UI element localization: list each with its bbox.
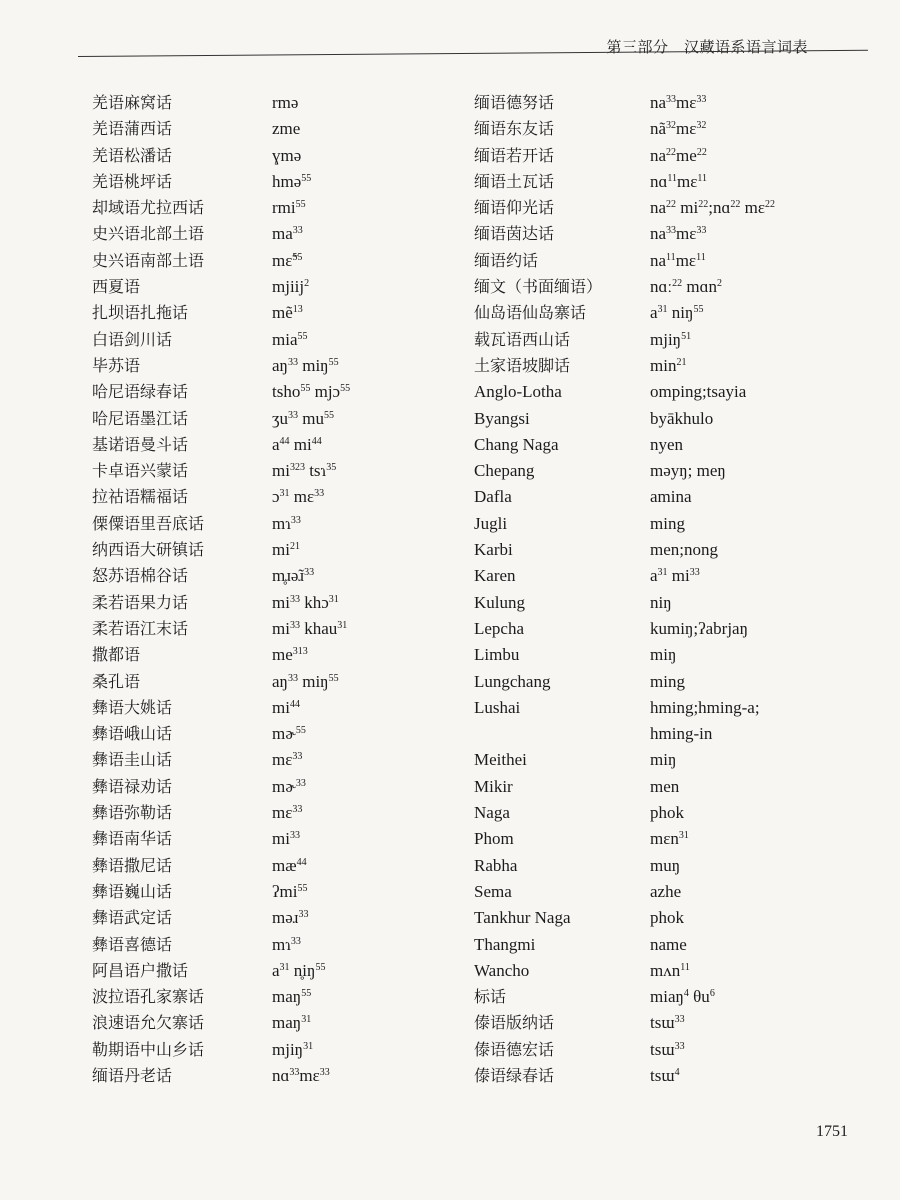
- language-name: 仙岛语仙岛寨话: [474, 303, 587, 323]
- entry-row: [474, 747, 854, 773]
- word-form: $na^{33}mɛ^{33}$: [650, 93, 707, 112]
- language-name: 羌语桃坪话: [92, 171, 173, 191]
- entry-row: [92, 274, 472, 300]
- entry-row: [474, 563, 854, 589]
- entry-row: [474, 721, 854, 747]
- entry-row: [92, 853, 472, 879]
- entry-row: [474, 879, 854, 905]
- language-name: 缅语土瓦话: [474, 171, 555, 191]
- entry-row: [474, 143, 854, 169]
- language-name: Anglo-Lotha: [474, 382, 562, 402]
- language-name: 彝语喜德话: [92, 934, 173, 954]
- word-form: mɛn$^{31}$: [650, 829, 689, 849]
- language-name: 却域语尤拉西话: [92, 198, 205, 218]
- entry-row: [474, 669, 854, 695]
- language-name: 土家语坡脚话: [474, 355, 571, 375]
- entry-row: [92, 379, 472, 405]
- entry-row: [92, 984, 472, 1010]
- word-form: $mi^{44}$: [272, 697, 300, 717]
- language-name: 彝语南华话: [92, 829, 173, 849]
- entry-row: [474, 590, 854, 616]
- language-name: Wancho: [474, 960, 530, 980]
- entry-row: [92, 511, 472, 537]
- language-name: 傣语版纳话: [474, 1013, 555, 1033]
- entry-row: [474, 406, 854, 432]
- language-name: 哈尼语墨江话: [92, 408, 189, 428]
- entry-row: [92, 353, 472, 379]
- entry-row: [92, 905, 472, 931]
- word-form: məyŋ; meŋ: [650, 461, 726, 481]
- word-form: ɔ$^{31}$ mɛ$^{33}$: [272, 487, 325, 507]
- entry-row: [474, 458, 854, 484]
- entry-row: [474, 853, 854, 879]
- word-form: men;nong: [650, 540, 718, 560]
- entry-row: [474, 1037, 854, 1063]
- entry-row: [92, 826, 472, 852]
- entry-row: [474, 300, 854, 326]
- entry-row: [474, 695, 854, 721]
- word-form: miŋ: [650, 645, 677, 665]
- word-form: niŋ: [650, 592, 672, 612]
- word-form: mẽ$^{13}$: [272, 303, 303, 323]
- language-name: Lepcha: [474, 618, 525, 638]
- entry-row: [474, 169, 854, 195]
- word-form: $a^{31}$ niŋ$^{55}$: [650, 303, 704, 323]
- language-name: Naga: [474, 803, 510, 823]
- word-form: tsɯ$^4$: [650, 1065, 680, 1085]
- language-name: Chepang: [474, 461, 535, 481]
- language-name: 史兴语北部土语: [92, 224, 205, 244]
- entry-row: [92, 590, 472, 616]
- entry-row: [92, 221, 472, 247]
- word-form: $\min^{21}$: [650, 355, 687, 375]
- language-name: 彝语武定话: [92, 908, 173, 928]
- word-form: mjiŋ$^{31}$: [272, 1039, 314, 1059]
- word-form: ɣmə: [272, 145, 302, 165]
- word-form: $na^{33}mɛ^{33}$: [650, 224, 707, 244]
- language-name: 缅语东友话: [474, 119, 555, 139]
- language-name: Kulung: [474, 592, 525, 612]
- word-form: $na^{22}me^{22}$: [650, 145, 707, 165]
- word-form: mjiij$^2$: [272, 277, 310, 297]
- language-name: 羌语松潘话: [92, 145, 173, 165]
- word-form: $a^{31}$ $mi^{33}$: [650, 566, 700, 586]
- entry-row: [474, 826, 854, 852]
- word-form: muŋ: [650, 855, 681, 875]
- entry-row: [474, 774, 854, 800]
- language-name: Sema: [474, 881, 512, 901]
- entry-row: [474, 984, 854, 1010]
- entry-row: [474, 958, 854, 984]
- word-form: tsɯ$^{33}$: [650, 1039, 685, 1059]
- word-form: kumiŋ;ʔabrjaŋ: [650, 618, 749, 638]
- entry-row: [474, 379, 854, 405]
- word-form: $mæ^{44}$: [272, 855, 307, 875]
- language-name: 缅语德努话: [474, 93, 555, 112]
- word-form: maŋ$^{31}$: [272, 1013, 312, 1033]
- language-name: Meithei: [474, 750, 527, 770]
- word-form: phok: [650, 803, 684, 823]
- language-name: 傈僳语里吾底话: [92, 513, 205, 533]
- word-form: rmi$^{55}$: [272, 198, 306, 218]
- language-name: 彝语峨山话: [92, 724, 173, 744]
- word-form: $aŋ^{33}$ miŋ$^{55}$: [272, 355, 339, 375]
- word-form: $mi^{323}$ tsɿ$^{35}$: [272, 461, 337, 481]
- language-name: 羌语麻窝话: [92, 93, 173, 112]
- word-form: mɿ$^{33}$: [272, 513, 301, 533]
- language-name: Thangmi: [474, 934, 536, 954]
- word-form: $aŋ^{33}$ miŋ$^{55}$: [272, 671, 339, 691]
- entry-row: [474, 274, 854, 300]
- word-form: tsɯ$^{33}$: [650, 1013, 685, 1033]
- word-form: mɿ$^{33}$: [272, 934, 301, 954]
- word-form: m̥ɹə̃ɹ$^{33}$: [272, 566, 315, 586]
- language-name: 浪速语允欠寨话: [92, 1013, 205, 1033]
- word-form: ʒu$^{33}$ $mu^{55}$: [272, 408, 335, 428]
- entry-row: [92, 563, 472, 589]
- language-name: 波拉语孔家寨话: [92, 987, 205, 1007]
- word-form: tsho$^{55}$ mjɔ$^{55}$: [272, 382, 351, 402]
- language-name: 傣语德宏话: [474, 1039, 555, 1059]
- word-form: zme: [272, 119, 301, 139]
- left-column: [92, 90, 472, 1089]
- language-name: 彝语禄劝话: [92, 776, 173, 796]
- language-name: 桑孔语: [92, 671, 141, 691]
- word-form: miaŋ$^4$ $\theta u^6$: [650, 987, 715, 1007]
- entry-row: [92, 169, 472, 195]
- language-name: Byangsi: [474, 408, 530, 428]
- language-name: 彝语撒尼话: [92, 855, 173, 875]
- entry-row: [474, 432, 854, 458]
- language-name: 柔若语江末话: [92, 618, 189, 638]
- entry-row: [92, 747, 472, 773]
- entry-row: [92, 1063, 472, 1089]
- word-form: rmə: [272, 93, 299, 112]
- word-form: ʔmi$^{55}$: [272, 881, 308, 901]
- page-header: [0, 0, 900, 62]
- entry-row: [474, 616, 854, 642]
- word-form: maŋ$^{55}$: [272, 987, 312, 1007]
- entry-row: [474, 905, 854, 931]
- word-form: nɑ$^{33}$mɛ$^{33}$: [272, 1065, 330, 1085]
- word-form: mɛ$^{33}$: [272, 750, 303, 770]
- language-name: 缅语若开话: [474, 145, 555, 165]
- entry-row: [474, 195, 854, 221]
- language-name: 彝语圭山话: [92, 750, 173, 770]
- entry-row: [92, 116, 472, 142]
- entry-row: [92, 143, 472, 169]
- entry-row: [92, 800, 472, 826]
- word-form: mɚ$^{55}$: [272, 724, 306, 744]
- word-form: $mi^{33}$: [272, 829, 300, 849]
- word-form: ming: [650, 513, 685, 533]
- entry-row: [474, 327, 854, 353]
- entry-row: [92, 248, 472, 274]
- entry-row: [92, 484, 472, 510]
- language-name: 缅语茵达话: [474, 224, 555, 244]
- language-name: 羌语蒲西话: [92, 119, 173, 139]
- word-form: $ma^{33}$: [272, 224, 303, 244]
- language-name: 彝语弥勒话: [92, 803, 173, 823]
- word-form: mɚ$^{33}$: [272, 776, 306, 796]
- entry-row: [92, 1010, 472, 1036]
- word-form: name: [650, 934, 687, 954]
- word-form: $mi^{21}$: [272, 540, 300, 560]
- entry-row: [92, 458, 472, 484]
- language-name: 史兴语南部土语: [92, 250, 205, 270]
- entry-row: [474, 511, 854, 537]
- entry-row: [474, 537, 854, 563]
- language-name: 纳西语大研镇话: [92, 540, 205, 560]
- language-name: 傣语绿春话: [474, 1065, 555, 1085]
- language-name: 缅文（书面缅语）: [474, 277, 603, 297]
- language-name: Rabha: [474, 855, 518, 875]
- entry-row: [92, 642, 472, 668]
- word-form: azhe: [650, 881, 682, 901]
- entry-row: [92, 721, 472, 747]
- language-name: 毕苏语: [92, 355, 141, 375]
- entry-row: [92, 537, 472, 563]
- word-form: $a^{31}$ $n̥iŋ^{55}$: [272, 960, 326, 980]
- word-form: $mi^{33}$ khɔ$^{31}$: [272, 592, 339, 612]
- entry-row: [92, 300, 472, 326]
- language-name: 怒苏语棉谷话: [92, 566, 189, 586]
- entry-row: [92, 616, 472, 642]
- language-name: 标话: [474, 987, 507, 1007]
- word-form: mɛ$^{33}$: [272, 803, 303, 823]
- entry-row: [92, 932, 472, 958]
- entry-row: [474, 800, 854, 826]
- word-form: men: [650, 776, 680, 796]
- word-form: $na^{11}mɛ^{11}$: [650, 250, 706, 270]
- language-name: Chang Naga: [474, 434, 559, 454]
- entry-row: [474, 1010, 854, 1036]
- word-form: $nã^{32}mɛ^{32}$: [650, 119, 707, 139]
- language-name: Mikir: [474, 776, 513, 796]
- language-name: 柔若语果力话: [92, 592, 189, 612]
- entry-row: [474, 932, 854, 958]
- entry-row: [474, 353, 854, 379]
- entry-row: [92, 879, 472, 905]
- word-form: amina: [650, 487, 692, 507]
- language-name: 载瓦语西山话: [474, 329, 571, 349]
- word-form: $me^{313}$: [272, 645, 308, 665]
- language-name: Phom: [474, 829, 514, 849]
- word-form: nɑː$^{22}$ mɑn$^2$: [650, 277, 722, 297]
- language-name: Dafla: [474, 487, 512, 507]
- language-name: 扎坝语扎拖话: [92, 303, 189, 323]
- entry-row: [92, 1037, 472, 1063]
- word-form: $mi^{33}$ khau$^{31}$: [272, 618, 348, 638]
- language-name: Lushai: [474, 697, 521, 717]
- word-form: hming-in: [650, 724, 713, 744]
- language-name: 撒都语: [92, 645, 141, 665]
- word-form: ming: [650, 671, 685, 691]
- entry-row: [474, 484, 854, 510]
- entry-row: [92, 669, 472, 695]
- language-name: 阿昌语户撒话: [92, 960, 189, 980]
- section-title: 第三部分 汉藏语系语言词表: [606, 38, 808, 56]
- entry-row: [474, 221, 854, 247]
- right-column: [474, 90, 854, 1089]
- language-name: 彝语大姚话: [92, 697, 173, 717]
- entry-row: [474, 90, 854, 116]
- entry-row: [474, 1063, 854, 1089]
- entry-row: [92, 774, 472, 800]
- word-form: phok: [650, 908, 684, 928]
- language-name: 基诺语曼斗话: [92, 434, 189, 454]
- word-form: mʌn$^{11}$: [650, 960, 690, 980]
- language-name: Karen: [474, 566, 516, 586]
- entry-row: [474, 116, 854, 142]
- language-name: 西夏语: [92, 277, 141, 297]
- word-form: miŋ: [650, 750, 677, 770]
- word-form: hmə$^{55}$: [272, 171, 312, 191]
- language-name: 缅语仰光话: [474, 198, 555, 218]
- word-form: nyen: [650, 434, 684, 454]
- language-name: 哈尼语绿春话: [92, 382, 189, 402]
- language-name: Karbi: [474, 540, 513, 560]
- word-form: hming;hming-a;: [650, 697, 760, 717]
- page-number: 1751: [816, 1123, 848, 1140]
- language-name: 拉祜语糯福话: [92, 487, 189, 507]
- entry-row: [92, 958, 472, 984]
- word-form: mɛ̃$^{55}$: [272, 250, 303, 270]
- word-form: məɹ$^{33}$: [272, 908, 309, 928]
- language-name: Limbu: [474, 645, 520, 665]
- entry-row: [92, 327, 472, 353]
- word-form: mjiŋ$^{51}$: [650, 329, 692, 349]
- word-form: $a^{44}$ $mi^{44}$: [272, 434, 322, 454]
- language-name: Lungchang: [474, 671, 551, 691]
- language-name: 缅语约话: [474, 250, 539, 270]
- language-name: 彝语巍山话: [92, 881, 173, 901]
- entry-row: [92, 695, 472, 721]
- word-form: omping;tsayia: [650, 382, 747, 402]
- entry-row: [474, 642, 854, 668]
- word-form: byākhulo: [650, 408, 714, 428]
- entry-row: [474, 248, 854, 274]
- entry-row: [92, 90, 472, 116]
- language-name: Jugli: [474, 513, 508, 533]
- word-form: mia$^{55}$: [272, 329, 308, 349]
- entry-row: [92, 195, 472, 221]
- language-name: 缅语丹老话: [92, 1065, 173, 1085]
- word-form: $na^{22}$ $mi^{22};nɑ^{22}$ mɛ$^{22}$: [650, 198, 775, 218]
- entry-row: [92, 406, 472, 432]
- entry-row: [92, 432, 472, 458]
- language-name: 白语剑川话: [92, 329, 173, 349]
- language-name: Tankhur Naga: [474, 908, 571, 928]
- word-form: nɑ$^{11}$mɛ$^{11}$: [650, 171, 708, 191]
- language-name: 勒期语中山乡话: [92, 1039, 205, 1059]
- language-name: 卡卓语兴蒙话: [92, 461, 189, 481]
